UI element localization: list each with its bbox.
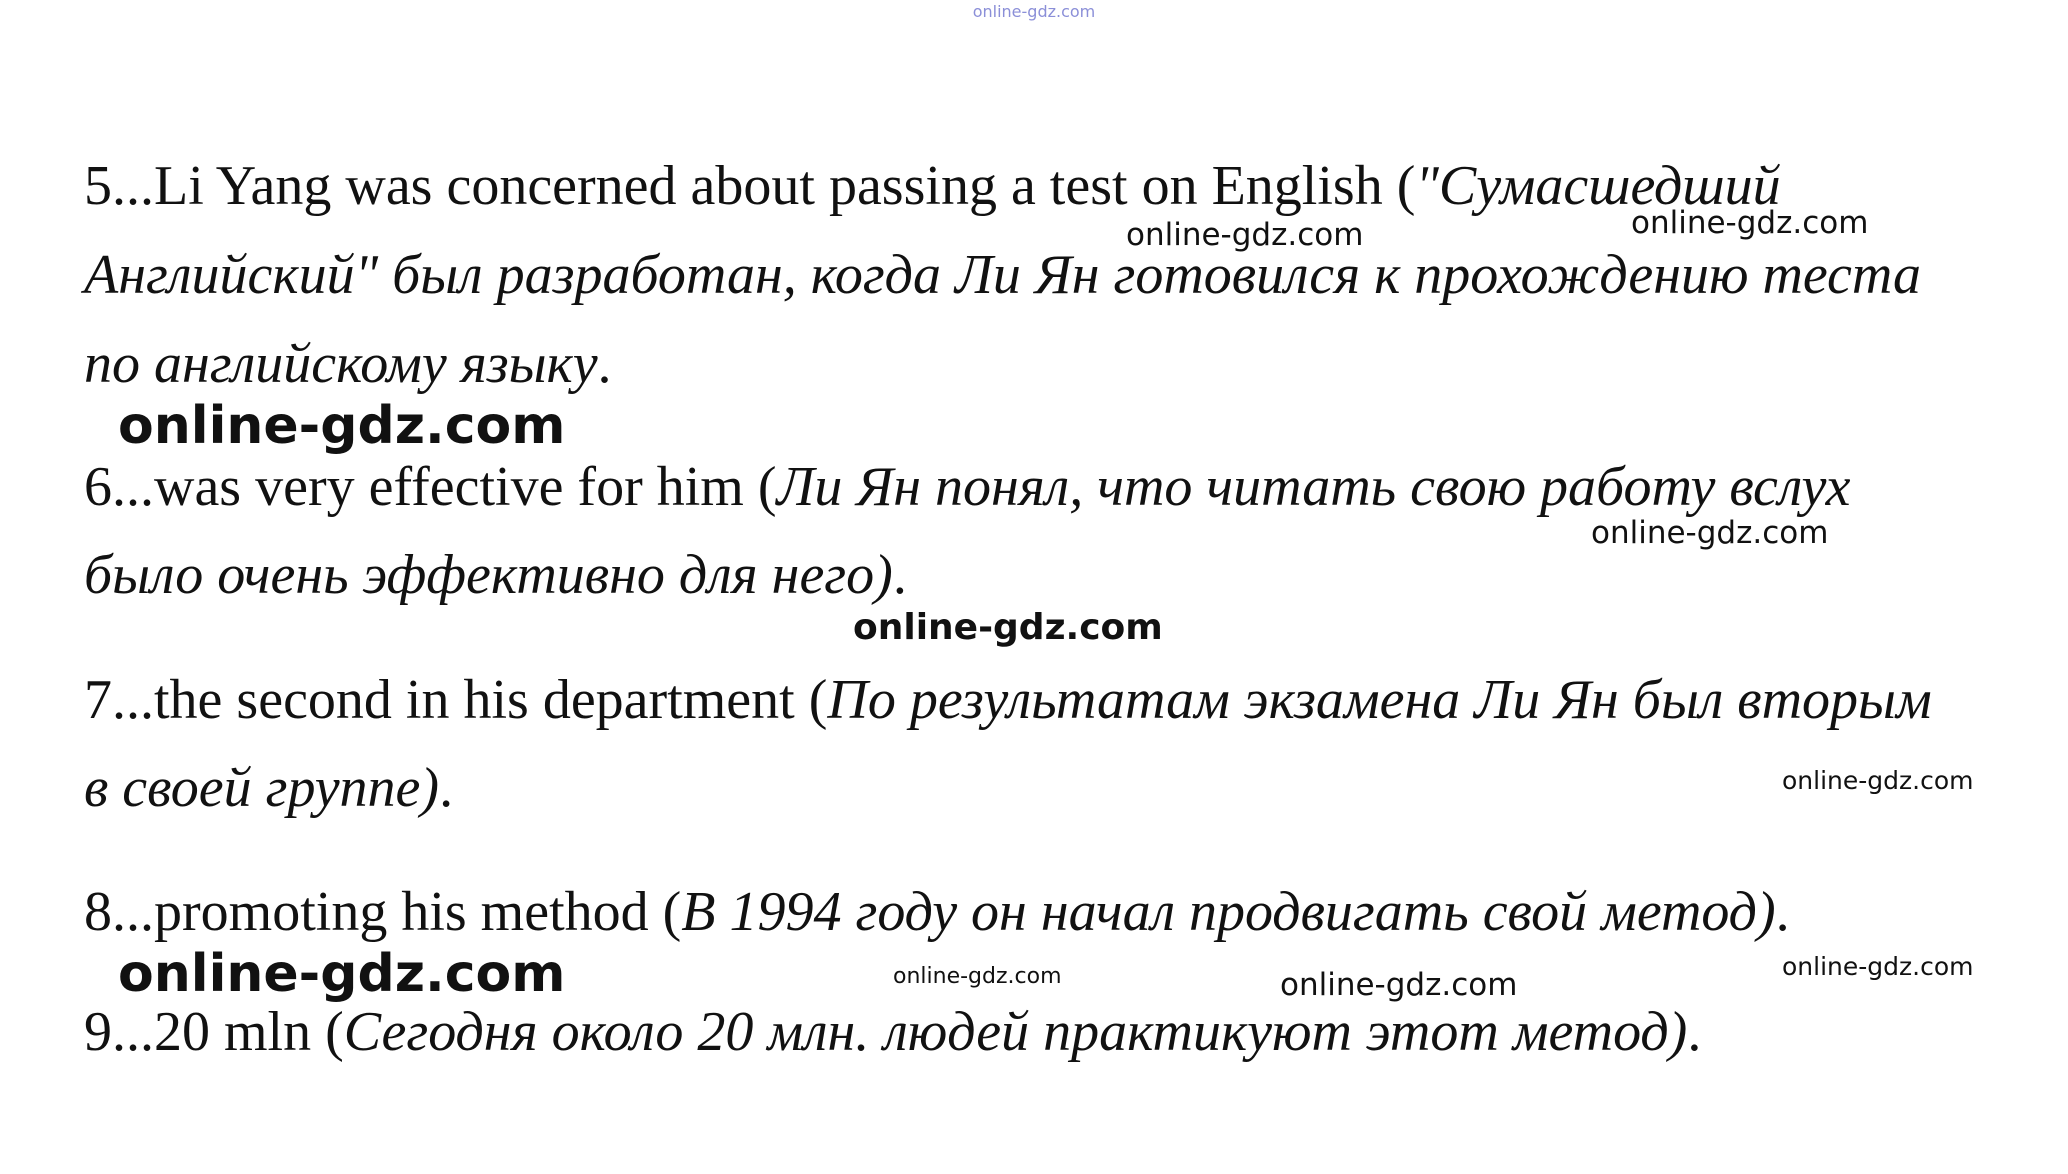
answer-9-line-1 [84,1001,1702,1063]
answer-5-translation-cont: Английский" был разработан, когда Ли Ян готовился к прохождению теста [84,244,1922,306]
header-watermark: online-gdz.com [972,2,1096,21]
answer-5-line-1 [84,155,1781,217]
watermark: online-gdz.com [1631,205,1869,241]
answer-5-line-2 [84,244,1922,306]
answer-7-translation-end: в своей группе) [84,757,440,819]
answer-7-translation: По результатам экзамена Ли Ян был вторым [827,669,1932,731]
watermark: online-gdz.com [118,944,566,1004]
answer-6-line-1 [84,456,1851,518]
watermark: online-gdz.com [118,396,566,456]
answer-6-line-2 [84,544,907,606]
watermark: online-gdz.com [1782,766,1974,795]
answer-5-translation-end: по английскому языку [84,333,598,395]
answer-5-translation: "Сумасшедший [1415,155,1781,217]
watermark: online-gdz.com [853,607,1163,648]
watermark: online-gdz.com [1280,967,1518,1003]
answer-7-english: 7...the second in his department ( [84,669,828,731]
answer-5-line-3 [84,333,612,395]
answer-6-translation: Ли Ян понял, что читать свою работу вслух [776,456,1851,518]
answer-8-translation: В 1994 году он начал продвигать свой метод) [681,881,1776,943]
answer-8-period: . [1775,881,1790,943]
watermark: online-gdz.com [1782,952,1974,981]
answer-8-line-1 [84,881,1790,943]
answer-7-line-1 [84,669,1932,731]
answer-9-english: 9...20 mln ( [84,1001,344,1063]
watermark: online-gdz.com [893,964,1062,989]
answer-6-english: 6...was very effective for him ( [84,456,777,518]
answer-5-english: 5...Li Yang was concerned about passing a test on English ( [84,155,1416,217]
answer-5-period: . [597,333,612,395]
answer-9-period: . [1687,1001,1702,1063]
answer-9-translation: Сегодня около 20 млн. людей практикуют этот метод) [343,1001,1688,1063]
answer-7-line-2 [84,757,454,819]
answer-6-translation-end: было очень эффективно для него) [84,544,893,606]
watermark: online-gdz.com [1126,217,1364,253]
answer-8-english: 8...promoting his method ( [84,881,682,943]
watermark: online-gdz.com [1591,515,1829,551]
answer-7-period: . [439,757,454,819]
answer-6-period: . [892,544,907,606]
